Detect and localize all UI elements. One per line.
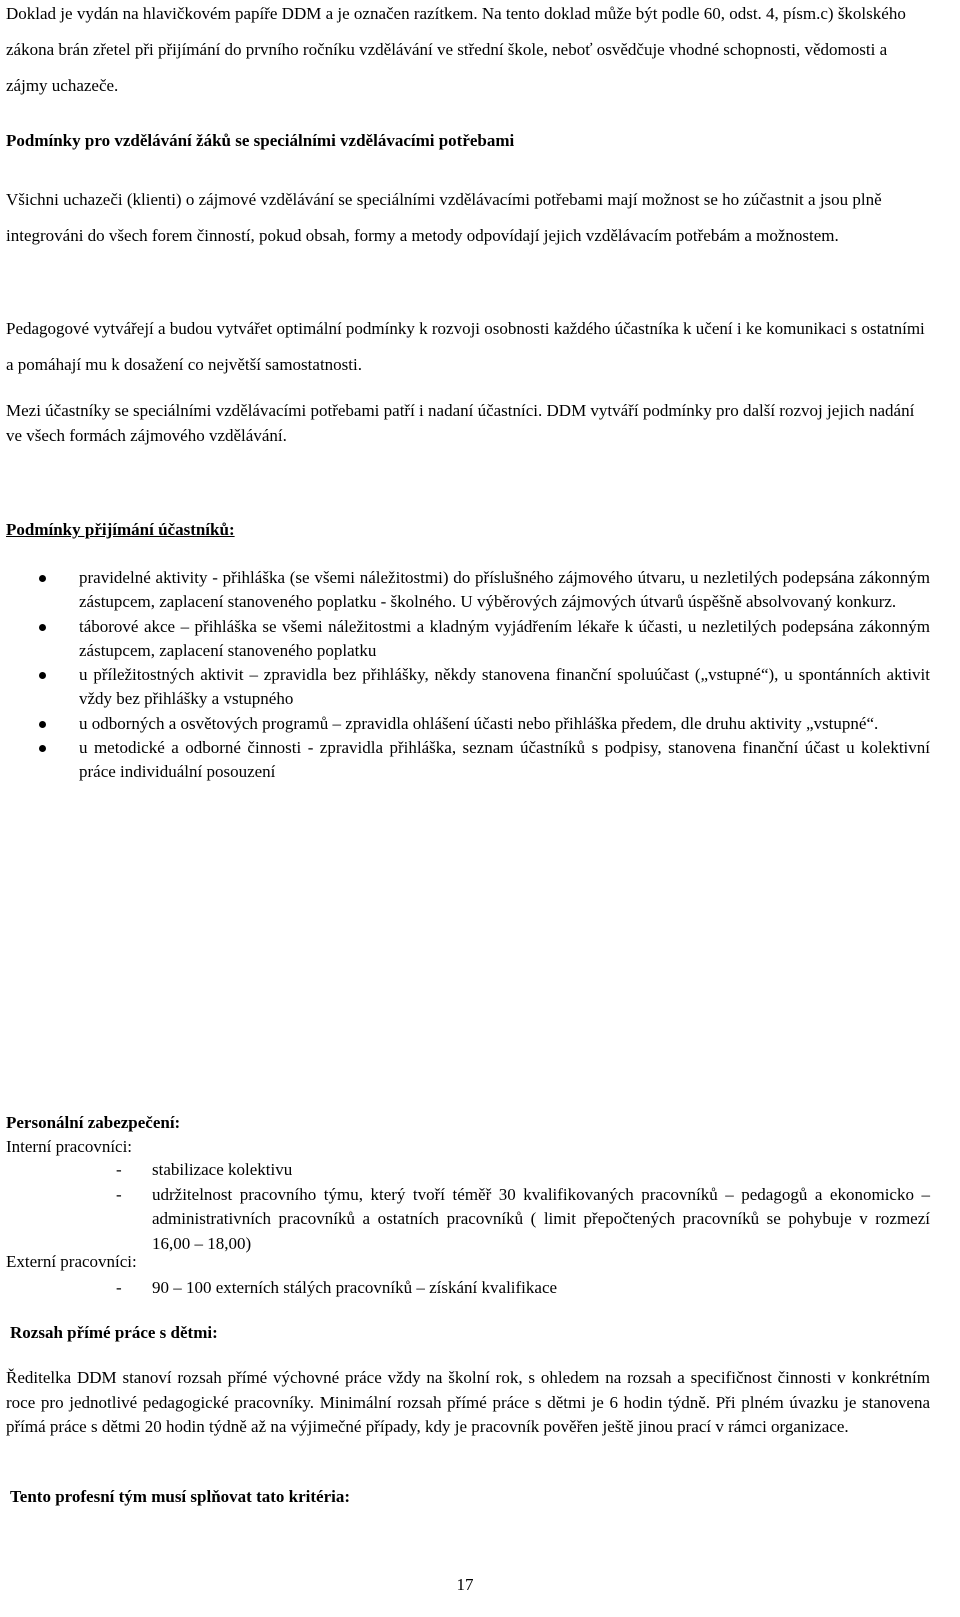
internal-staff-list (0, 1158, 930, 1256)
admission-item (0, 736, 930, 785)
special-needs-paragraph-2: Pedagogové vytvářejí a budou vytvářet optimální podmínky k rozvoji osobnosti každého účastníka k učení i ke komunikaci s ostatními a pomáhají mu k dosažení co největší samostatnosti. (6, 319, 925, 374)
admission-item (0, 663, 930, 712)
page-number: 17 (456, 1575, 474, 1594)
external-staff-item-text: 90 – 100 externích stálých pracovníků – získání kvalifikace (152, 1278, 558, 1297)
intro-paragraph: Doklad je vydán na hlavičkovém papíře DDM a je označen razítkem. Na tento doklad může být podle 60, odst. 4, písm.c) školského zákona brán zřetel při přijímání do prvního ročníku vzdělávání ve střední škole, neboť osvědčuje vhodné schopnosti, vědomosti a zájmy uchazeče. (6, 4, 906, 95)
external-staff-list (0, 1276, 930, 1301)
admission-item (0, 566, 930, 615)
internal-staff-item-text: stabilizace kolektivu (152, 1160, 293, 1179)
team-heading: Tento profesní tým musí splňovat tato kritéria: (10, 1487, 350, 1506)
internal-staff-item-text: udržitelnost pracovního týmu, který tvoří téměř 30 kvalifikovaných pracovníků – pedagogů a ekonomicko – administrativních pracovníků a ostatních pracovníků ( limit přepočtených pracovníků se pohybuje v rozmezí 16,00 – 18,00) (152, 1184, 930, 1253)
admission-item-text: táborové akce – přihláška se všemi náležitostmi a kladným vyjádřením lékaře k účasti, u nezletilých podepsána zákonným zástupcem, zaplacení stanoveného poplatku (79, 616, 930, 660)
internal-staff-item (0, 1158, 930, 1183)
admission-item (0, 615, 930, 664)
admission-item-text: u odborných a osvětových programů – zpravidla ohlášení účasti nebo přihláška předem, dle druhu aktivity „vstupné“. (79, 713, 879, 733)
admission-item-text: pravidelné aktivity - přihláška (se všemi náležitostmi) do příslušného zájmového útvaru, u nezletilých podepsána zákonným zástupcem, zaplacení stanoveného poplatku - školného. U výběrových zájmových útvarů úspěšně absolvovaný konkurz. (79, 568, 930, 612)
special-needs-paragraph-1: Všichni uchazeči (klienti) o zájmové vzdělávání se speciálními vzdělávacími potřebami mají možnost se ho zúčastnit a jsou plně integrováni do všech forem činností, pokud obsah, formy a metody odpovídají jejich vzdělávacím potřebám a možnostem. (6, 190, 882, 245)
special-needs-paragraph-3: Mezi účastníky se speciálními vzdělávacími potřebami patří i nadaní účastníci. DDM vytváří podmínky pro další rozvoj jejich nadání ve všech formách zájmového vzdělávání. (6, 401, 915, 445)
bullet-icon (39, 721, 46, 728)
admission-heading: Podmínky přijímání účastníků: (6, 520, 235, 539)
dash-marker: - (116, 1278, 122, 1297)
admission-item (0, 712, 930, 736)
admission-list (0, 566, 930, 785)
internal-staff-label: Interní pracovníci: (6, 1137, 133, 1156)
bullet-icon (39, 745, 46, 752)
dash-marker: - (116, 1160, 122, 1179)
admission-item-text: u příležitostných aktivit – zpravidla bez přihlášky, někdy stanovena finanční spoluúčast („vstupné“), u spontánních aktivit vždy bez přihlášky a vstupného (79, 665, 930, 709)
special-needs-heading: Podmínky pro vzdělávání žáků se speciálními vzdělávacími potřebami (6, 131, 515, 150)
dash-marker: - (116, 1184, 122, 1204)
internal-staff-item (0, 1183, 930, 1257)
direct-work-heading: Rozsah přímé práce s dětmi: (10, 1323, 218, 1342)
staff-heading: Personální zabezpečení: (6, 1113, 181, 1132)
external-staff-item (0, 1276, 930, 1301)
external-staff-label: Externí pracovníci: (6, 1252, 137, 1271)
admission-item-text: u metodické a odborné činnosti - zpravidla přihláška, seznam účastníků s podpisy, stanovena finanční účast u kolektivní práce individuální posouzení (79, 738, 930, 782)
bullet-icon (39, 672, 46, 679)
bullet-icon (39, 575, 46, 582)
bullet-icon (39, 624, 46, 631)
direct-work-paragraph: Ředitelka DDM stanoví rozsah přímé výchovné práce vždy na školní rok, s ohledem na rozsah a specifičnost činnosti v konkrétním roce pro jednotlivé pedagogické pracovníky. Minimální rozsah přímé práce s dětmi je 6 hodin týdně. Při plném úvazku je stanovena přímá práce s dětmi 20 hodin týdně až na výjimečné případy, kdy je pracovník pověřen ještě jinou prací v rámci organizace. (6, 1368, 930, 1436)
